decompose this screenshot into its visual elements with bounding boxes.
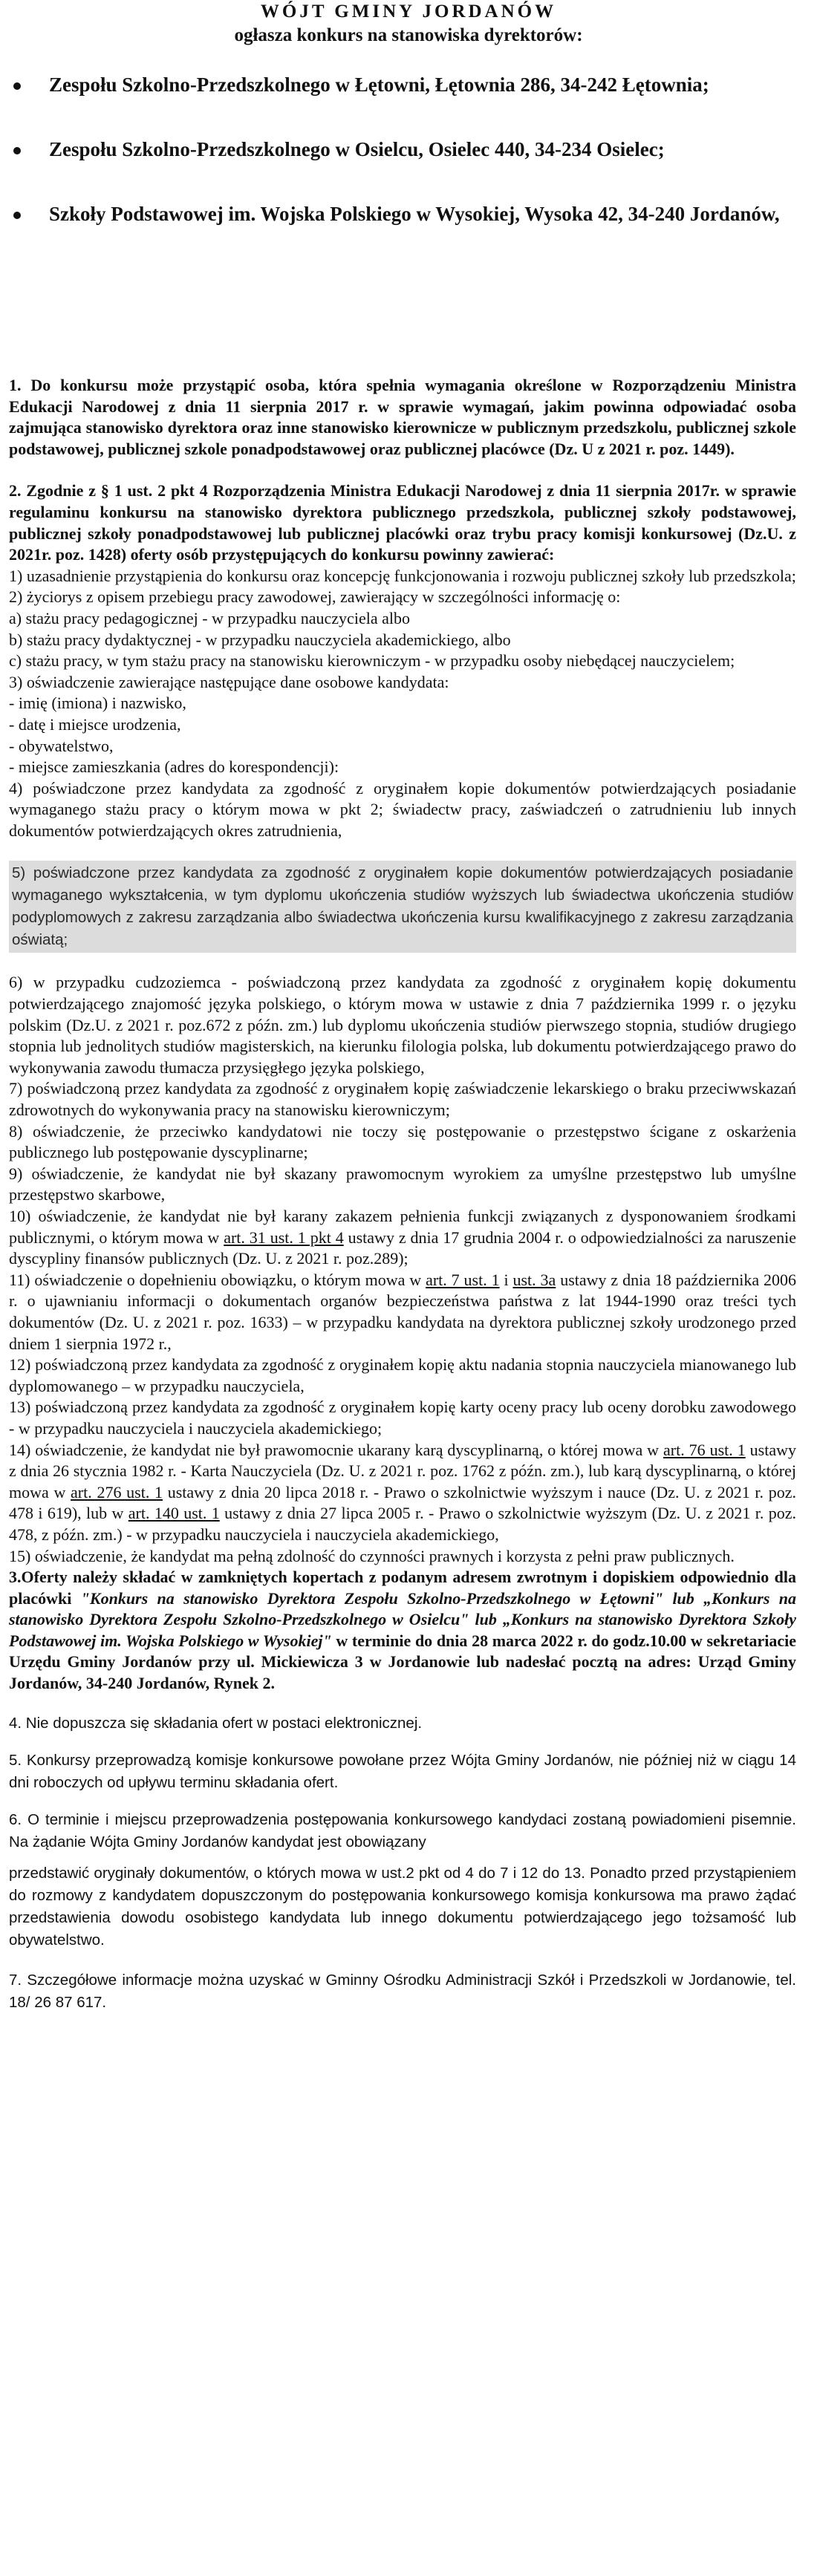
requirement-item: b) stażu pracy dydaktycznej - w przypadku nauczyciela akademickiego, albo	[9, 630, 511, 649]
item-11-text: 11) oświadczenie o dopełnieniu obowiązku, o którym mowa w	[9, 1270, 426, 1289]
section-1: 1. Do konkursu może przystąpić osoba, która spełnia wymagania określone w Rozporządzeniu Ministra Edukacji Narodowej z dnia 11 sierpnia 2017 r. w sprawie wymagań, jakim powinna odpowiadać osoba zajmująca stanowisko dyrektora oraz inne stanowisko kierownicze w publicznym przedszkolu, publicznej szkole podstawowej, publicznej szkole ponadpodstawowej oraz publicznej placówce (Dz. U z 2021 r. poz. 1449).	[9, 376, 796, 458]
requirement-item-6: 6) w przypadku cudzoziemca - poświadczoną przez kandydata za zgodność z oryginałem kopię dokumentu potwierdzającego znajomość języka polskiego, o którym mowa w ustawie z dnia 7 października 1999 r. o języku polskim (Dz.U. z 2021 r. poz.672 z późn. zm.) lub dyplomu ukończenia studiów pierwszego stopnia, studiów drugiego stopnia lub jednolitych studiów magisterskich, na kierunku filologia polska, lub dokumentu potwierdzającego prawo do wykonywania zawodu tłumacza przysięgłego języka polskiego,	[9, 973, 796, 1077]
announcement-body	[9, 375, 796, 2014]
item-14-text: ustawy z dnia 26 stycznia 1982 r. - Karta Nauczyciela (Dz. U. z 2021 r. poz. 1762 z późn. zm.), lub karą dyscyplinarną, o której mowa w	[9, 1440, 796, 1501]
section-6b: przedstawić oryginały dokumentów, o których mowa w ust.2 pkt od 4 do 7 i 12 do 13. Ponadto przed przystąpieniem do rozmowy z kandydatem dopuszczonym do postępowania konkursowego komisja konkursowa ma prawo żądać przedstawienia dowodu osobistego kandydata lub innego dokumentu potwierdzającego jego tożsamość lub obywatelstwo.	[9, 1864, 796, 1949]
requirement-item: - miejsce zamieszkania (adres do korespondencji):	[9, 757, 339, 777]
page-title: WÓJT GMINY JORDANÓW	[260, 1, 557, 22]
requirement-item-5: 5) poświadczone przez kandydata za zgodność z oryginałem kopie dokumentów potwierdzających posiadanie wymaganego wykształcenia, w tym dyplomu ukończenia studiów wyższych lub świadectwa ukończenia studiów podyplomowych z zakresu zarządzania albo świadectwa ukończenia kursu kwalifikacyjnego z zakresu zarządzania oświatą;	[9, 861, 796, 953]
section-3	[9, 1567, 796, 1695]
section-2-intro: 2. Zgodnie z § 1 ust. 2 pkt 4 Rozporządzenia Ministra Edukacji Narodowej z dnia 11 sierpnia 2017r. w sprawie regulaminu konkursu na stanowisko dyrektora publicznego przedszkola, publicznej szkoły podstawowej, publicznej szkoły ponadpodstawowej lub publicznej placówki oraz trybu pracy komisji konkursowej (Dz.U. z 2021r. poz. 1428) oferty osób przystępujących do konkursu powinny zawierać:	[9, 481, 796, 564]
item-14-text: 14) oświadczenie, że kandydat nie był prawomocnie ukarany karą dyscyplinarną, o której mowa w	[9, 1440, 663, 1459]
law-reference-link[interactable]: art. 7 ust. 1	[426, 1270, 500, 1289]
requirement-item: 4) poświadczone przez kandydata za zgodność z oryginałem kopie dokumentów potwierdzających posiadanie wymaganego stażu pracy o którym mowa w pkt 2; świadectw pracy, zaświadczeń o zatrudnieniu lub innych dokumentów potwierdzających okres zatrudnienia,	[9, 778, 796, 840]
law-reference-link[interactable]: ust. 3a	[512, 1270, 556, 1289]
requirement-item-7: 7) poświadczoną przez kandydata za zgodność z oryginałem kopię zaświadczenie lekarskiego o braku przeciwwskazań zdrowotnych do wykonywania pracy na stanowisku kierowniczym;	[9, 1079, 796, 1120]
law-reference-link[interactable]: art. 276 ust. 1	[71, 1482, 163, 1501]
requirement-item: - imię (imiona) i nazwisko,	[9, 694, 186, 713]
requirement-item: a) stażu pracy pedagogicznej - w przypadku nauczyciela albo	[9, 608, 410, 627]
requirement-item: - datę i miejsce urodzenia,	[9, 714, 181, 734]
law-reference-link[interactable]: art. 76 ust. 1	[663, 1440, 746, 1459]
requirement-item: - obywatelstwo,	[9, 736, 114, 755]
section-6a: 6. O terminie i miejscu przeprowadzenia postępowania konkursowego kandydaci zostaną powiadomieni pisemnie. Na żądanie Wójta Gminy Jordanów kandydat jest obowiązany	[9, 1810, 796, 1851]
requirement-item-13: 13) poświadczoną przez kandydata za zgodność z oryginałem kopię karty oceny pracy lub oceny dorobku zawodowego - w przypadku nauczyciela i nauczyciela akademickiego;	[9, 1398, 796, 1438]
school-list	[9, 71, 787, 265]
requirement-item: 3) oświadczenie zawierające następujące dane osobowe kandydata:	[9, 672, 449, 691]
item-14-text: ustawy z dnia 27 lipca 2005 r. - Prawo o szkolnictwie wyższym (Dz. U. z 2021 r. poz. 478, z późn. zm.) - w przypadku nauczyciela i nauczyciela akademickiego,	[9, 1504, 796, 1544]
law-reference-link[interactable]: art. 140 ust. 1	[128, 1504, 220, 1523]
section-3-text: 3.Oferty należy składać w zamkniętych kopertach z podanym adresem zwrotnym i dopiskiem odpowiednio dla placówki	[9, 1568, 796, 1608]
requirement-item-8: 8) oświadczenie, że przeciwko kandydatowi nie toczy się postępowanie o przestępstwo ścigane z oskarżenia publicznego lub postępowanie dyscyplinarne;	[9, 1121, 796, 1162]
school-item: Zespołu Szkolno-Przedszkolnego w Osielcu, Osielec 440, 34-234 Osielec;	[9, 136, 787, 163]
item-10-text: ustawy z dnia 17 grudnia 2004 r. o odpowiedzialności za naruszenie dyscypliny finansów publicznych (Dz. U. z 2021 r. poz.289);	[9, 1227, 796, 1268]
requirement-item-12: 12) poświadczoną przez kandydata za zgodność z oryginałem kopię aktu nadania stopnia nauczyciela mianowanego lub dyplomowanego – w przypadku nauczyciela,	[9, 1355, 796, 1395]
requirement-item-14	[9, 1440, 796, 1546]
item-11-text: i	[499, 1270, 513, 1289]
requirement-item: 1) uzasadnienie przystąpienia do konkursu oraz koncepcję funkcjonowania i rozwoju publicznej szkoły lub przedszkola;	[9, 566, 796, 585]
section-4: 4. Nie dopuszcza się składania ofert w postaci elektronicznej.	[9, 1714, 423, 1732]
section-3-text: w terminie do dnia 28 marca 2022 r. do godz.10.00 w sekretariacie Urzędu Gminy Jordanów przy ul. Mickiewicza 3 w Jordanowie lub nadesłać pocztą na adres: Urząd Gminy Jordanów, 34-240 Jordanów, Rynek 2.	[9, 1631, 796, 1693]
requirement-item: 2) życiorys z opisem przebiegu pracy zawodowej, zawierający w szczególności informację o:	[9, 587, 621, 607]
item-10-text: 10) oświadczenie, że kandydat nie był karany zakazem pełnienia funkcji związanych z dysponowaniem środkami publicznymi, o którym mowa w	[9, 1207, 796, 1247]
page-subtitle: ogłasza konkurs na stanowiska dyrektorów:	[234, 25, 583, 45]
requirement-item: c) stażu pracy, w tym stażu pracy na stanowisku kierowniczym - w przypadku osoby niebędącej nauczycielem;	[9, 651, 735, 671]
requirement-item-11	[9, 1270, 796, 1354]
requirement-item-9: 9) oświadczenie, że kandydat nie był skazany prawomocnym wyrokiem za umyślne przestępstwo lub umyślne przestępstwo skarbowe,	[9, 1164, 796, 1204]
law-reference-link[interactable]: art. 31 ust. 1 pkt 4	[224, 1227, 344, 1247]
section-5: 5. Konkursy przeprowadzą komisje konkursowe powołane przez Wójta Gminy Jordanów, nie później niż w ciągu 14 dni roboczych od upływu terminu składania ofert.	[9, 1751, 796, 1791]
item-11-text: ustawy z dnia 18 października 2006 r. o ujawnianiu informacji o dokumentach organów bezpieczeństwa państwa z lat 1944-1990 oraz treści tych dokumentów (Dz. U. z 2021 r. poz. 1633) – w przypadku kandydata na dyrektora publicznej szkoły urodzonego przed dniem 1 sierpnia 1972 r.,	[9, 1270, 796, 1353]
requirement-item-10	[9, 1206, 796, 1270]
item-14-text: ustawy z dnia 20 lipca 2018 r. - Prawo o szkolnictwie wyższym i nauce (Dz. U. z 2021 r. poz. 478 i 619), lub w	[9, 1482, 796, 1523]
section-3-envelope-labels: "Konkurs na stanowisko Dyrektora Zespołu Szkolno-Przedszkolnego w Łętowni" lub „Konkurs na stanowisko Dyrektora Zespołu Szkolno-Przedszkolnego w Osielcu" lub „Konkurs na stanowisko Dyrektora Szkoły Podstawowej im. Wojska Polskiego w Wysokiej"	[9, 1588, 796, 1650]
school-item: Szkoły Podstawowej im. Wojska Polskiego w Wysokiej, Wysoka 42, 34-240 Jordanów,	[9, 200, 787, 228]
section-7: 7. Szczegółowe informacje można uzyskać w Gminny Ośrodku Administracji Szkół i Przedszkoli w Jordanowie, tel. 18/ 26 87 617.	[9, 1971, 796, 2011]
school-item: Zespołu Szkolno-Przedszkolnego w Łętowni, Łętownia 286, 34-242 Łętownia;	[9, 71, 787, 99]
requirement-item-15: 15) oświadczenie, że kandydat ma pełną zdolność do czynności prawnych i korzysta z pełni praw publicznych.	[9, 1546, 735, 1565]
